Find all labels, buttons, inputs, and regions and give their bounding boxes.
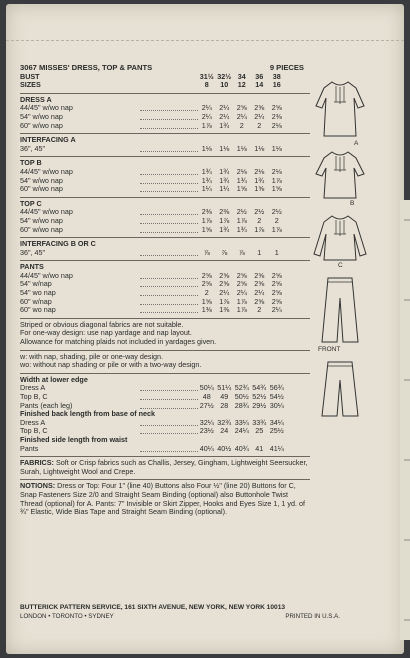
row-value: 1⅞ [254, 224, 265, 234]
publisher-address: BUTTERICK PATTERN SERVICE, 161 SIXTH AVENUE, NEW YORK, NEW YORK 10013 [20, 604, 286, 611]
row-value: 1 [257, 247, 262, 257]
section-title: DRESS A [20, 94, 52, 104]
row-value: 34¼ [269, 417, 284, 427]
figure-a-label: A [354, 140, 359, 147]
row-value: 1⅛ [219, 143, 230, 153]
chart-title-row [20, 64, 310, 73]
publisher-cities: LONDON • TORONTO • SYDNEY [20, 613, 114, 620]
section-title: PANTS [20, 262, 44, 272]
row-value: 52½ [252, 392, 267, 401]
row-label: 60" wo nap [20, 306, 56, 315]
row-value: 50½ [234, 392, 249, 401]
row-value: 33¼ [234, 417, 249, 427]
row-value: 2¼ [201, 111, 212, 121]
yardage-row [20, 384, 310, 393]
top-b-drawing [310, 148, 370, 208]
note-line: Striped or obvious diagonal fabrics are not suitable. [20, 319, 184, 329]
yardage-row [20, 168, 310, 177]
row-value: 29½ [252, 400, 267, 410]
divider [20, 237, 310, 238]
figure-c-label: C [338, 262, 343, 269]
row-value: 2½ [254, 207, 265, 217]
row-value: ⅞ [221, 247, 228, 257]
row-value: 1¾ [236, 175, 247, 185]
row-value: 2¼ [236, 288, 247, 298]
row-value: 1¼ [219, 184, 230, 194]
row-value: 1¾ [201, 166, 212, 176]
fabrics-paragraph [20, 459, 310, 476]
divider [20, 133, 310, 134]
row-value: 1¾ [219, 175, 230, 185]
row-value: 40¾ [234, 443, 249, 453]
section-title: TOP C [20, 198, 42, 208]
sizes-label: SIZES [20, 81, 41, 90]
row-label: 44/45" w/wo nap [20, 104, 73, 113]
size-value: 12 [237, 80, 246, 90]
yardage-row [20, 104, 310, 113]
dot-leader [140, 249, 198, 256]
yardage-row [20, 113, 310, 122]
yardage-row [20, 419, 310, 428]
yardage-row [20, 217, 310, 226]
row-value: 2¼ [271, 305, 282, 315]
row-label: Top B, C [20, 393, 48, 401]
row-value: 2⅝ [201, 279, 212, 289]
row-value: 2⅝ [236, 279, 247, 289]
sizes-row [20, 81, 310, 90]
row-label: 54" w/wo nap [20, 176, 63, 185]
row-value: 32¾ [217, 417, 232, 427]
yardage-row [20, 289, 310, 298]
dot-leader [140, 445, 198, 452]
dress-a-drawing [310, 78, 370, 140]
row-value: 2⅝ [271, 270, 282, 280]
yardage-row [20, 272, 310, 281]
divider [20, 93, 310, 94]
row-value: 28 [220, 400, 229, 410]
dot-leader [140, 402, 198, 409]
size-value: 10 [220, 80, 229, 90]
row-value: 2⅛ [254, 166, 265, 176]
row-value: 2⅛ [271, 166, 282, 176]
row-value: 32¼ [199, 417, 214, 427]
row-value: 40½ [217, 443, 232, 453]
row-value: 2⅜ [219, 207, 230, 217]
dot-leader [140, 168, 198, 175]
row-value: 2⅝ [254, 270, 265, 280]
dot-leader [140, 145, 198, 152]
row-value: 2⅛ [271, 120, 282, 130]
row-value: 1⅝ [236, 184, 247, 194]
row-value: 2¼ [254, 288, 265, 298]
dot-leader [140, 280, 198, 287]
row-value: 1⅜ [219, 305, 230, 315]
row-value: 1⅞ [219, 215, 230, 225]
row-value: 1⅞ [219, 296, 230, 306]
row-value: 1 [274, 247, 279, 257]
dot-leader [140, 226, 198, 233]
bust-row [20, 73, 310, 82]
row-value: 1⅞ [201, 120, 212, 130]
bust-value: 38 [272, 71, 281, 81]
divider [20, 456, 310, 457]
note-line: Allowance for matching plaids not included in yardages given. [20, 337, 217, 347]
section-title: INTERFACING A [20, 135, 76, 145]
yardage-row [20, 226, 310, 235]
section-title: INTERFACING B OR C [20, 239, 96, 249]
row-value: 2⅝ [219, 279, 230, 289]
row-value: 54¾ [252, 383, 267, 393]
row-value: 28¾ [234, 400, 249, 410]
row-value: 2⅜ [271, 111, 282, 121]
dot-leader [140, 177, 198, 184]
row-value: 2¼ [219, 111, 230, 121]
row-value: 2⅝ [219, 270, 230, 280]
dot-leader [140, 306, 198, 313]
row-value: 2¼ [236, 111, 247, 121]
row-label: 60" w/wo nap [20, 225, 63, 234]
notions-paragraph [20, 482, 310, 516]
row-label: 44/45" w/wo nap [20, 208, 73, 217]
row-value: 2 [257, 305, 262, 315]
bust-value: 36 [255, 71, 264, 81]
row-label: Dress A [20, 384, 46, 393]
row-label: 44/45" w/wo nap [20, 271, 73, 280]
row-value: 1⅞ [236, 296, 247, 306]
divider [20, 373, 310, 374]
row-value: 25 [255, 426, 264, 436]
row-value: 23½ [199, 426, 214, 436]
row-value: 2 [257, 215, 262, 225]
row-value: 2⅝ [271, 296, 282, 306]
row-value: 49 [220, 392, 229, 401]
yardage-row [20, 306, 310, 315]
row-value: 30¼ [269, 400, 284, 410]
row-value: ⅞ [238, 247, 245, 257]
divider [20, 479, 310, 480]
yardage-row [20, 145, 310, 154]
row-value: 24 [220, 426, 229, 436]
row-value: 1¾ [201, 175, 212, 185]
row-value: 1¾ [219, 120, 230, 130]
row-value: 2⅛ [236, 166, 247, 176]
dot-leader [140, 185, 198, 192]
yardage-row [20, 122, 310, 131]
row-label: 60" w/wo nap [20, 121, 63, 130]
row-value: ⅞ [203, 247, 210, 257]
row-label: Top B, C [20, 427, 48, 436]
divider [20, 197, 310, 198]
row-value: 1⅝ [201, 296, 212, 306]
pants-front-drawing [310, 274, 370, 346]
row-value: 2⅝ [271, 279, 282, 289]
divider [20, 260, 310, 261]
figure-b-label: B [350, 200, 355, 207]
row-value: 56¾ [269, 383, 284, 393]
row-value: 1¾ [236, 224, 247, 234]
row-value: 2 [204, 288, 209, 298]
dot-leader [140, 104, 198, 111]
row-value: 1⅝ [201, 224, 212, 234]
yardage-row [20, 177, 310, 186]
dot-leader [140, 298, 198, 305]
pieces-count: 9 PIECES [269, 63, 304, 72]
row-value: 1⅝ [254, 184, 265, 194]
row-value: 2⅝ [254, 103, 265, 113]
row-value: 2½ [271, 207, 282, 217]
row-value: 1⅞ [201, 215, 212, 225]
dot-leader [140, 384, 198, 391]
row-value: 50¼ [199, 383, 214, 393]
row-value: 2⅜ [201, 207, 212, 217]
row-label: Pants (each leg) [20, 401, 73, 410]
measurement-title: Finished side length from waist [20, 434, 128, 444]
publisher-footer [20, 604, 390, 620]
row-value: 2⅝ [271, 288, 282, 298]
row-value: 52¾ [234, 383, 249, 393]
row-value: 33¾ [252, 417, 267, 427]
bust-value: 34 [237, 71, 246, 81]
nap-note-line: wo: without nap shading or pile or with a two-way design. [20, 360, 202, 370]
bust-value: 32½ [217, 71, 232, 81]
yardage-row [20, 280, 310, 289]
row-value: 1⅛ [236, 143, 247, 153]
row-value: 24¼ [234, 426, 249, 436]
pattern-title: 3067 MISSES' DRESS, TOP & PANTS [20, 63, 153, 72]
row-value: 41 [255, 443, 264, 453]
dot-leader [140, 272, 198, 279]
notions-label: NOTIONS: [20, 481, 56, 491]
row-value: 2⅝ [236, 103, 247, 113]
row-value: 48 [202, 392, 211, 401]
row-value: 1⅛ [254, 143, 265, 153]
nap-notes [20, 353, 310, 370]
yardage-chart [20, 64, 310, 517]
size-value: 14 [255, 80, 264, 90]
row-value: 2 [257, 120, 262, 130]
printed-in-usa: PRINTED IN U.S.A. [285, 613, 340, 620]
row-label: 60" w/nap [20, 297, 52, 306]
row-value: 51¼ [217, 383, 232, 393]
dot-leader [140, 289, 198, 296]
row-value: 1⅞ [271, 224, 282, 234]
row-value: 27½ [199, 400, 214, 410]
figure-front-label: FRONT [318, 346, 341, 353]
pants-back-drawing [310, 358, 370, 420]
row-value: 1⅞ [236, 305, 247, 315]
fabrics-label: FABRICS: [20, 458, 54, 468]
dot-leader [140, 393, 198, 400]
row-label: 36", 45" [20, 144, 46, 153]
row-value: 2⅝ [271, 103, 282, 113]
yardage-row [20, 249, 310, 258]
dot-leader [140, 217, 198, 224]
row-value: 41¼ [269, 443, 284, 453]
fabric-notes [20, 321, 310, 347]
row-value: 1⅞ [271, 175, 282, 185]
finished-measurements [20, 376, 310, 453]
fabrics-text: Soft or Crisp fabrics such as Challis, Jersey, Gingham, Lightweight Seersucker, Surah, Lightweight Wool and Crepe. [20, 458, 308, 476]
ruler-edge [400, 200, 410, 640]
bust-label: BUST [20, 72, 40, 81]
yardage-row [20, 185, 310, 194]
nap-note-line: w: with nap, shading, pile or one-way design. [20, 351, 164, 361]
divider [20, 350, 310, 351]
row-value: 40¼ [199, 443, 214, 453]
row-value: 2¼ [254, 111, 265, 121]
envelope-flap-edge [6, 40, 404, 45]
row-value: 1⅛ [201, 143, 212, 153]
row-value: 2 [274, 215, 279, 225]
row-label: 60" w/wo nap [20, 185, 63, 194]
row-value: 2¼ [201, 103, 212, 113]
row-value: 1¾ [254, 175, 265, 185]
row-value: 2⅝ [254, 296, 265, 306]
row-label: 54" w/wo nap [20, 216, 63, 225]
row-value: 1⅛ [271, 143, 282, 153]
bust-value: 31½ [199, 71, 214, 81]
dot-leader [140, 113, 198, 120]
row-value: 2 [239, 120, 244, 130]
row-value: 2¼ [219, 103, 230, 113]
yardage-row [20, 445, 310, 454]
divider [20, 156, 310, 157]
dot-leader [140, 427, 198, 434]
row-value: 1¼ [201, 184, 212, 194]
row-value: 2¼ [219, 288, 230, 298]
row-value: 1¾ [219, 166, 230, 176]
row-label: Dress A [20, 418, 46, 427]
row-value: 2⅝ [201, 270, 212, 280]
note-line: For one-way design: use nap yardage and nap layout. [20, 328, 192, 338]
row-value: 54½ [269, 392, 284, 401]
yardage-row [20, 298, 310, 307]
measurement-title: Width at lower edge [20, 374, 88, 384]
measurement-title: Finished back length from base of neck [20, 409, 155, 419]
row-value: 2½ [236, 207, 247, 217]
yardage-sections [20, 93, 310, 315]
row-value: 25½ [269, 426, 284, 436]
yardage-row [20, 208, 310, 217]
dot-leader [140, 122, 198, 129]
section-title: TOP B [20, 158, 42, 168]
row-label: 54" w/wo nap [20, 112, 63, 121]
row-value: 2⅝ [254, 279, 265, 289]
size-value: 8 [204, 80, 209, 90]
notions-text: Dress or Top: Four 1" (line 40) Buttons also Four ½" (line 20) Buttons for C, Snap Fasteners Size 2/0 and Straight Seam Binding (optional) also Buttonhole Twist Thread (optional) for A. Pants: 7" Invisible or Skirt Zipper, Hooks and Eyes Size 1, 1 yd. of ¾" Elastic, Wide Bias Tape and Straight Seam Binding (optional). [20, 481, 305, 517]
row-label: 36", 45" [20, 248, 46, 257]
dot-leader [140, 208, 198, 215]
row-label: 44/45" w/wo nap [20, 167, 73, 176]
dot-leader [140, 419, 198, 426]
yardage-row [20, 393, 310, 402]
row-value: 1¾ [219, 224, 230, 234]
size-value: 16 [272, 80, 281, 90]
row-value: 2⅝ [236, 270, 247, 280]
row-value: 1⅝ [271, 184, 282, 194]
row-value: 1⅜ [201, 305, 212, 315]
row-label: 54" wo nap [20, 289, 56, 298]
row-label: 54" w/nap [20, 280, 52, 289]
row-value: 1⅞ [236, 215, 247, 225]
divider [20, 318, 310, 319]
row-label: Pants [20, 444, 39, 453]
